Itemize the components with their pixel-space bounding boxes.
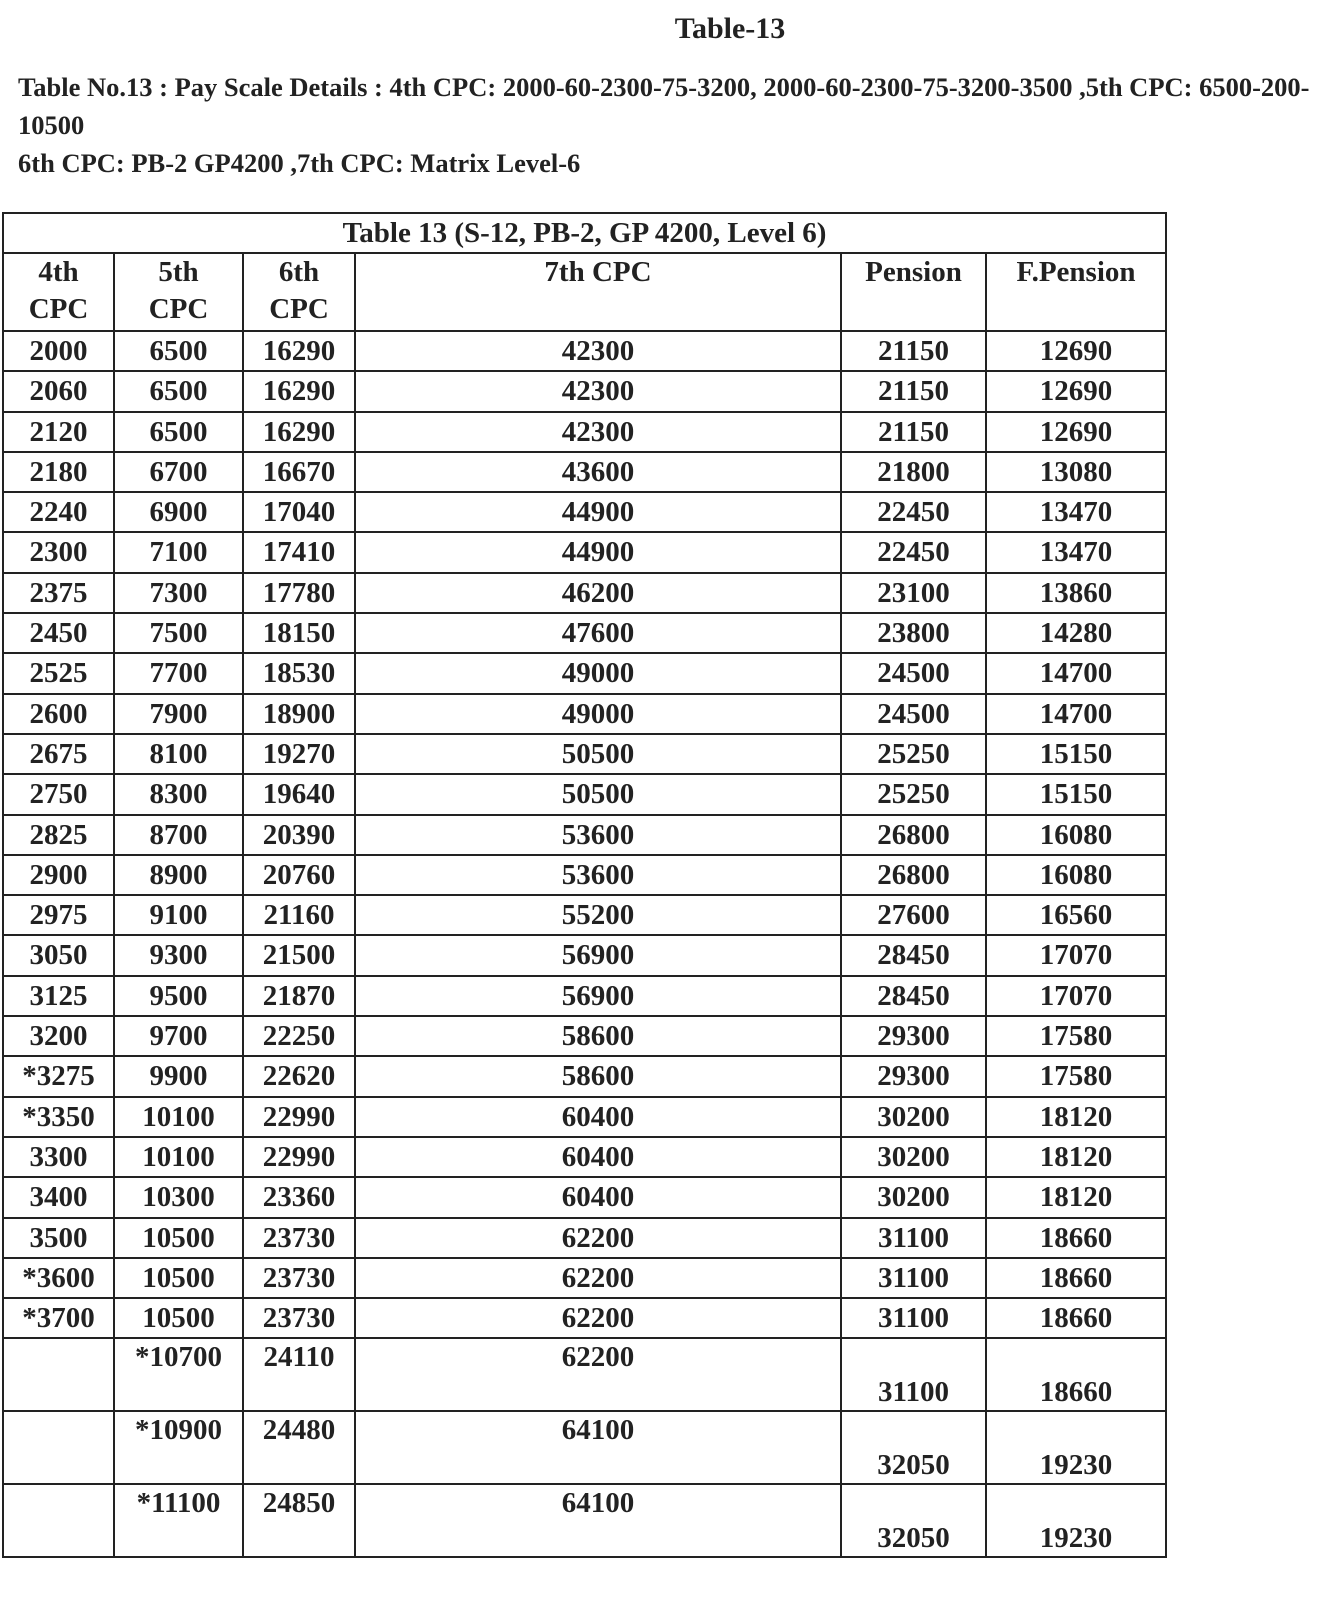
cell-6th-cpc: 23730 [243, 1258, 355, 1298]
cell-4th-cpc: 2300 [3, 532, 114, 572]
table-row [3, 734, 1166, 774]
cell-5th-cpc: *11100 [114, 1484, 243, 1557]
table-row [3, 371, 1166, 411]
cell-7th-cpc: 53600 [355, 855, 841, 895]
cell-6th-cpc: 23360 [243, 1177, 355, 1217]
cell-5th-cpc: 9500 [114, 976, 243, 1016]
cell-6th-cpc: 22990 [243, 1137, 355, 1177]
cell-4th-cpc: 2060 [3, 371, 114, 411]
cell-5th-cpc: 6500 [114, 371, 243, 411]
cell-pension: 23100 [841, 573, 986, 613]
cell-7th-cpc: 47600 [355, 613, 841, 653]
cell-f-pension: 18120 [986, 1137, 1166, 1177]
cell-4th-cpc: 2525 [3, 653, 114, 693]
cell-pension: 21800 [841, 452, 986, 492]
cell-f-pension: 17070 [986, 935, 1166, 975]
cell-7th-cpc: 42300 [355, 331, 841, 371]
document-title: Table-13 [674, 12, 786, 45]
cell-pension: 32050 [841, 1484, 986, 1557]
cell-f-pension: 19230 [986, 1411, 1166, 1484]
cell-5th-cpc: 7300 [114, 573, 243, 613]
cell-5th-cpc: 9300 [114, 935, 243, 975]
column-header-7th-cpc: 7th CPC [355, 253, 841, 331]
cell-f-pension: 17070 [986, 976, 1166, 1016]
cell-f-pension: 18660 [986, 1338, 1166, 1411]
table-row [3, 1056, 1166, 1096]
cell-f-pension: 19230 [986, 1484, 1166, 1557]
cell-pension: 21150 [841, 331, 986, 371]
cell-7th-cpc: 53600 [355, 815, 841, 855]
cell-pension: 31100 [841, 1338, 986, 1411]
table-row [3, 694, 1166, 734]
cell-f-pension: 13470 [986, 492, 1166, 532]
table-row [3, 1137, 1166, 1177]
cell-f-pension: 13860 [986, 573, 1166, 613]
cell-6th-cpc: 16290 [243, 371, 355, 411]
cell-4th-cpc: 2600 [3, 694, 114, 734]
table-row [3, 815, 1166, 855]
cell-4th-cpc: 2750 [3, 774, 114, 814]
cell-6th-cpc: 23730 [243, 1218, 355, 1258]
cell-6th-cpc: 24110 [243, 1338, 355, 1411]
cell-5th-cpc: *10700 [114, 1338, 243, 1411]
cell-pension: 24500 [841, 694, 986, 734]
cell-5th-cpc: 9100 [114, 895, 243, 935]
cell-f-pension: 14700 [986, 694, 1166, 734]
cell-6th-cpc: 17040 [243, 492, 355, 532]
cell-6th-cpc: 18900 [243, 694, 355, 734]
cell-7th-cpc: 49000 [355, 694, 841, 734]
cell-f-pension: 13470 [986, 532, 1166, 572]
cell-f-pension: 15150 [986, 774, 1166, 814]
cell-4th-cpc: 3400 [3, 1177, 114, 1217]
cell-7th-cpc: 60400 [355, 1177, 841, 1217]
table-row [3, 1258, 1166, 1298]
cell-4th-cpc [3, 1411, 114, 1484]
cell-pension: 21150 [841, 412, 986, 452]
cell-f-pension: 12690 [986, 371, 1166, 411]
table-row [3, 1411, 1166, 1484]
cell-5th-cpc: 10100 [114, 1137, 243, 1177]
cell-7th-cpc: 64100 [355, 1411, 841, 1484]
cell-7th-cpc: 58600 [355, 1016, 841, 1056]
cell-6th-cpc: 20390 [243, 815, 355, 855]
cell-5th-cpc: 10500 [114, 1258, 243, 1298]
cell-f-pension: 12690 [986, 331, 1166, 371]
cell-7th-cpc: 44900 [355, 532, 841, 572]
cell-f-pension: 16080 [986, 815, 1166, 855]
column-header-6th-cpc: 6th CPC [243, 253, 355, 331]
cell-7th-cpc: 42300 [355, 412, 841, 452]
cell-4th-cpc: 3200 [3, 1016, 114, 1056]
column-header-pension: Pension [841, 253, 986, 331]
cell-7th-cpc: 49000 [355, 653, 841, 693]
cell-6th-cpc: 19270 [243, 734, 355, 774]
cell-5th-cpc: 10100 [114, 1097, 243, 1137]
cell-7th-cpc: 50500 [355, 734, 841, 774]
cell-7th-cpc: 60400 [355, 1137, 841, 1177]
cell-5th-cpc: 10500 [114, 1298, 243, 1338]
cell-f-pension: 15150 [986, 734, 1166, 774]
cell-4th-cpc: 2240 [3, 492, 114, 532]
cell-f-pension: 18660 [986, 1218, 1166, 1258]
cell-6th-cpc: 22250 [243, 1016, 355, 1056]
cell-4th-cpc: 3125 [3, 976, 114, 1016]
cell-pension: 31100 [841, 1258, 986, 1298]
cell-pension: 31100 [841, 1298, 986, 1338]
cell-pension: 29300 [841, 1056, 986, 1096]
cell-7th-cpc: 42300 [355, 371, 841, 411]
cell-4th-cpc: *3600 [3, 1258, 114, 1298]
cell-6th-cpc: 20760 [243, 855, 355, 895]
cell-6th-cpc: 18530 [243, 653, 355, 693]
cell-f-pension: 17580 [986, 1056, 1166, 1096]
cell-6th-cpc: 21870 [243, 976, 355, 1016]
cell-f-pension: 18120 [986, 1177, 1166, 1217]
cell-5th-cpc: 8900 [114, 855, 243, 895]
cell-pension: 25250 [841, 774, 986, 814]
description-line: 6th CPC: PB-2 GP4200 ,7th CPC: Matrix Level-6 [18, 148, 581, 178]
table-row [3, 613, 1166, 653]
table-row [3, 492, 1166, 532]
cell-pension: 28450 [841, 935, 986, 975]
table-caption: Table 13 (S-12, PB-2, GP 4200, Level 6) [3, 213, 1166, 253]
cell-7th-cpc: 46200 [355, 573, 841, 613]
cell-6th-cpc: 17410 [243, 532, 355, 572]
cell-4th-cpc: *3275 [3, 1056, 114, 1096]
cell-pension: 27600 [841, 895, 986, 935]
cell-f-pension: 18660 [986, 1258, 1166, 1298]
cell-f-pension: 17580 [986, 1016, 1166, 1056]
cell-4th-cpc: 3500 [3, 1218, 114, 1258]
cell-pension: 30200 [841, 1097, 986, 1137]
cell-6th-cpc: 17780 [243, 573, 355, 613]
cell-4th-cpc: 2180 [3, 452, 114, 492]
cell-pension: 25250 [841, 734, 986, 774]
table-row [3, 895, 1166, 935]
cell-4th-cpc: 2120 [3, 412, 114, 452]
cell-f-pension: 16080 [986, 855, 1166, 895]
cell-6th-cpc: 16670 [243, 452, 355, 492]
cell-5th-cpc: 7700 [114, 653, 243, 693]
table-row [3, 976, 1166, 1016]
cell-4th-cpc: *3350 [3, 1097, 114, 1137]
cell-6th-cpc: 16290 [243, 331, 355, 371]
cell-6th-cpc: 18150 [243, 613, 355, 653]
cell-5th-cpc: 8700 [114, 815, 243, 855]
cell-f-pension: 12690 [986, 412, 1166, 452]
column-header-4th-cpc: 4th CPC [3, 253, 114, 331]
cell-4th-cpc: 2000 [3, 331, 114, 371]
cell-4th-cpc: 2900 [3, 855, 114, 895]
cell-f-pension: 18660 [986, 1298, 1166, 1338]
cell-f-pension: 18120 [986, 1097, 1166, 1137]
cell-pension: 31100 [841, 1218, 986, 1258]
table-row [3, 1338, 1166, 1411]
cell-6th-cpc: 19640 [243, 774, 355, 814]
table-row [3, 1016, 1166, 1056]
cell-6th-cpc: 22620 [243, 1056, 355, 1096]
cell-7th-cpc: 62200 [355, 1218, 841, 1258]
table-row [3, 935, 1166, 975]
cell-7th-cpc: 62200 [355, 1258, 841, 1298]
cell-4th-cpc [3, 1484, 114, 1557]
cell-f-pension: 14280 [986, 613, 1166, 653]
cell-5th-cpc: 8100 [114, 734, 243, 774]
cell-7th-cpc: 62200 [355, 1338, 841, 1411]
cell-7th-cpc: 60400 [355, 1097, 841, 1137]
pay-scale-table [2, 212, 1167, 1558]
cell-pension: 28450 [841, 976, 986, 1016]
cell-5th-cpc: 10300 [114, 1177, 243, 1217]
cell-5th-cpc: 9900 [114, 1056, 243, 1096]
cell-7th-cpc: 56900 [355, 935, 841, 975]
table-row [3, 452, 1166, 492]
table-row [3, 573, 1166, 613]
table-row [3, 532, 1166, 572]
cell-7th-cpc: 55200 [355, 895, 841, 935]
cell-pension: 30200 [841, 1177, 986, 1217]
cell-6th-cpc: 21160 [243, 895, 355, 935]
cell-6th-cpc: 22990 [243, 1097, 355, 1137]
table-row [3, 331, 1166, 371]
cell-7th-cpc: 62200 [355, 1298, 841, 1338]
cell-5th-cpc: 7100 [114, 532, 243, 572]
cell-4th-cpc: 2375 [3, 573, 114, 613]
cell-5th-cpc: 6700 [114, 452, 243, 492]
table-row [3, 1484, 1166, 1557]
cell-pension: 26800 [841, 855, 986, 895]
cell-4th-cpc: 2975 [3, 895, 114, 935]
table-row [3, 412, 1166, 452]
cell-pension: 22450 [841, 492, 986, 532]
cell-pension: 23800 [841, 613, 986, 653]
table-row [3, 1177, 1166, 1217]
cell-7th-cpc: 64100 [355, 1484, 841, 1557]
cell-4th-cpc: 2825 [3, 815, 114, 855]
table-row [3, 653, 1166, 693]
cell-4th-cpc: 2450 [3, 613, 114, 653]
cell-5th-cpc: 6900 [114, 492, 243, 532]
cell-pension: 24500 [841, 653, 986, 693]
cell-6th-cpc: 24480 [243, 1411, 355, 1484]
cell-5th-cpc: 6500 [114, 412, 243, 452]
cell-pension: 26800 [841, 815, 986, 855]
cell-pension: 22450 [841, 532, 986, 572]
cell-f-pension: 14700 [986, 653, 1166, 693]
cell-pension: 29300 [841, 1016, 986, 1056]
column-header-f-pension: F.Pension [986, 253, 1166, 331]
cell-7th-cpc: 43600 [355, 452, 841, 492]
cell-pension: 21150 [841, 371, 986, 411]
table-row [3, 774, 1166, 814]
table-row [3, 1298, 1166, 1338]
cell-7th-cpc: 44900 [355, 492, 841, 532]
cell-5th-cpc: *10900 [114, 1411, 243, 1484]
cell-4th-cpc: *3700 [3, 1298, 114, 1338]
cell-4th-cpc: 3300 [3, 1137, 114, 1177]
cell-4th-cpc: 2675 [3, 734, 114, 774]
cell-6th-cpc: 23730 [243, 1298, 355, 1338]
cell-5th-cpc: 7500 [114, 613, 243, 653]
cell-6th-cpc: 24850 [243, 1484, 355, 1557]
cell-6th-cpc: 21500 [243, 935, 355, 975]
cell-f-pension: 13080 [986, 452, 1166, 492]
table-row [3, 855, 1166, 895]
cell-5th-cpc: 10500 [114, 1218, 243, 1258]
cell-7th-cpc: 56900 [355, 976, 841, 1016]
cell-4th-cpc: 3050 [3, 935, 114, 975]
cell-7th-cpc: 50500 [355, 774, 841, 814]
cell-4th-cpc [3, 1338, 114, 1411]
cell-pension: 30200 [841, 1137, 986, 1177]
column-header-5th-cpc: 5th CPC [114, 253, 243, 331]
cell-f-pension: 16560 [986, 895, 1166, 935]
cell-6th-cpc: 16290 [243, 412, 355, 452]
table-row [3, 1097, 1166, 1137]
cell-5th-cpc: 6500 [114, 331, 243, 371]
cell-7th-cpc: 58600 [355, 1056, 841, 1096]
cell-5th-cpc: 7900 [114, 694, 243, 734]
cell-5th-cpc: 8300 [114, 774, 243, 814]
pay-scale-description [18, 68, 1318, 182]
table-header-row [3, 253, 1166, 331]
table-row [3, 1218, 1166, 1258]
cell-5th-cpc: 9700 [114, 1016, 243, 1056]
cell-pension: 32050 [841, 1411, 986, 1484]
description-line: Table No.13 : Pay Scale Details : 4th CPC: 2000-60-2300-75-3200, 2000-60-2300-75-3200-3500 ,5th CPC: 6500-200-10500 [18, 72, 1310, 140]
